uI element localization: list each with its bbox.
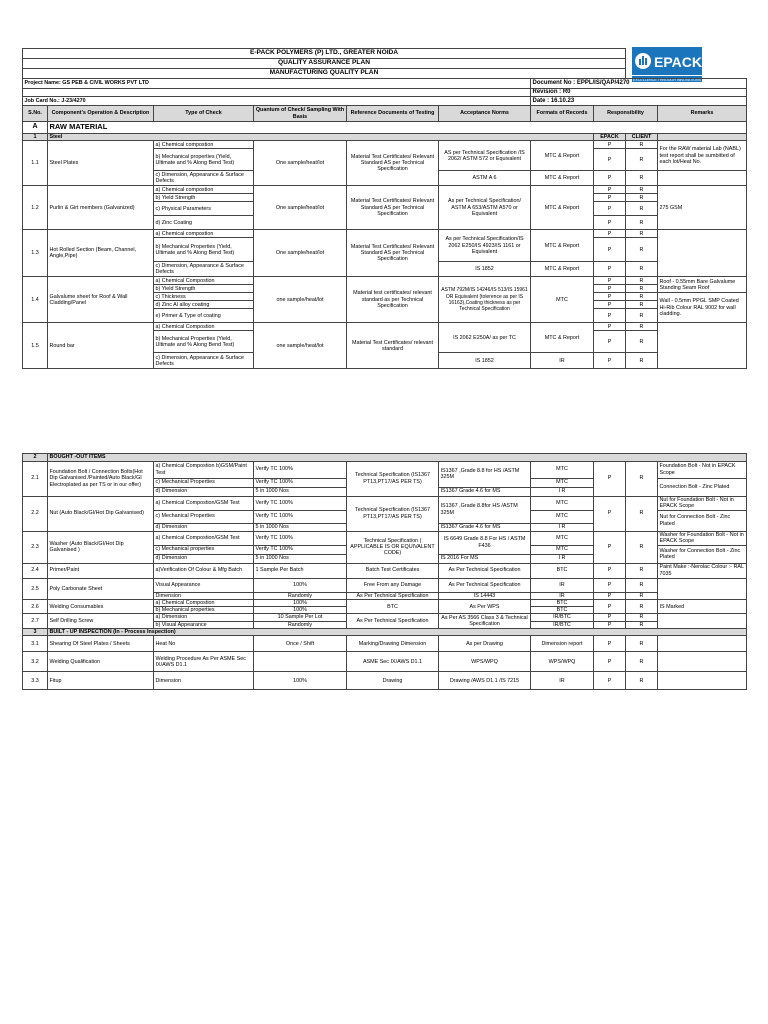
check-item: a) Chemical compostion [154, 141, 254, 149]
resp-client: R [626, 323, 658, 331]
table-row [23, 652, 747, 672]
row-description: Welding Consumables [48, 599, 154, 614]
row-number: 1.3 [23, 230, 48, 277]
resp-epack: P [594, 171, 626, 186]
check-item: b) Yield Strength [154, 194, 254, 202]
check-item: c) Mechanical properties [154, 545, 254, 554]
row-number: 2.1 [23, 461, 48, 496]
row-description: Steel Plates [48, 141, 154, 186]
resp-epack: P [594, 353, 626, 369]
check-item: Welding Procedure As Per ASME Sec IX/AWS D1.1 [154, 652, 254, 672]
resp-epack: P [594, 277, 626, 285]
row-format: I R [531, 523, 594, 531]
resp-epack: P [594, 599, 626, 614]
resp-epack: P [594, 672, 626, 690]
check-item: a)Verification Of Colour & Mfg Batch [154, 563, 254, 578]
resp-client: R [626, 149, 658, 171]
resp-epack: P [594, 578, 626, 592]
row-format: MTC [531, 461, 594, 478]
row-acceptance: AS per Technical Specification /IS 2062/ ASTM 572 or Equivalent [439, 141, 531, 171]
check-item: c) Dimension, Appearance & Surface Defects [154, 171, 254, 186]
row-format: I R [531, 487, 594, 496]
col-client: CLIENT [626, 134, 658, 141]
resp-epack: P [594, 652, 626, 672]
revision: Revision : R0 [531, 89, 747, 97]
resp-client: R [626, 461, 658, 496]
check-item: b) Mechanical properties [154, 607, 254, 614]
check-item: c) Mechanical Properties [154, 510, 254, 523]
row-format: Dimension report [531, 636, 594, 652]
row-number: 2.7 [23, 614, 48, 629]
row-reference: As Per Technical Specification [347, 592, 439, 599]
row-remark: Paint Make :-Nerolac Colour :- RAL 7035 [658, 563, 747, 578]
resp-epack: P [594, 309, 626, 323]
check-item: d) Dimension [154, 554, 254, 563]
row-description: Washer (Auto Black/GI/Hot Dip Galvanised ) [48, 531, 154, 563]
row-remark: IS Marked [658, 599, 747, 614]
check-item: d) Zinc Coating [154, 216, 254, 230]
check-item: c) Mechanical Properties [154, 478, 254, 487]
row-quantum: Once / Shift [254, 636, 347, 652]
table-row [23, 141, 747, 149]
sub-title: Steel [48, 134, 594, 141]
resp-client: R [626, 614, 658, 621]
table-row [23, 186, 747, 194]
check-item: d) Dimension [154, 487, 254, 496]
row-remark: Wall - 0.5mm PPGL SMP Coated Hi-Rib Colour RAL 9002 for wall cladding. [658, 293, 747, 323]
resp-client: R [626, 202, 658, 216]
col-remarks: Remarks [658, 106, 747, 122]
row-quantum: one sample/heat/lot [254, 323, 347, 369]
check-item: d) Dimension [154, 523, 254, 531]
row-acceptance: Drawing /AWS D1.1 /IS 7215 [439, 672, 531, 690]
row-quantum: Randomly [254, 621, 347, 628]
resp-client: R [626, 277, 658, 285]
resp-client: R [626, 301, 658, 309]
table-row [23, 599, 747, 606]
row-quantum: 100% [254, 599, 347, 606]
row-format: MTC [531, 545, 594, 554]
check-item: b) Visual Appearance [154, 621, 254, 628]
row-format: MTC [531, 531, 594, 545]
row-acceptance: As Per AS 3566 Class 3 & Technical Specification [439, 614, 531, 629]
row-format: IR [531, 353, 594, 369]
row-reference: Marking/Drawing Dimension [347, 636, 439, 652]
row-quantum: Verify TC 100% [254, 510, 347, 523]
check-item: a) Chemical Compostion/GSM Test [154, 496, 254, 510]
resp-client: R [626, 652, 658, 672]
resp-client: R [626, 171, 658, 186]
check-item: a) Chemical compostion [154, 230, 254, 238]
row-acceptance: As per Drawing [439, 636, 531, 652]
resp-epack: P [594, 285, 626, 293]
row-description: Round bar [48, 323, 154, 369]
row-number: 1.2 [23, 186, 48, 230]
check-item: b) Mechanical Properties (Yield, Ultimate and % Along Bend Test) [154, 331, 254, 353]
sub-title: BOUGHT -OUT ITEMS [48, 454, 747, 461]
table-row [23, 636, 747, 652]
check-item: a) Chemical Compostion b)GSM/Paint Test [154, 461, 254, 478]
resp-epack: P [594, 238, 626, 262]
resp-client: R [626, 285, 658, 293]
row-acceptance: As Per Technical Specification [439, 578, 531, 592]
project-name: Project Name: GS PEB & CIVIL WORKS PVT LTD [23, 79, 531, 89]
row-quantum: Verify TC 100% [254, 545, 347, 554]
row-format: MTC & Report [531, 262, 594, 277]
resp-epack: P [594, 202, 626, 216]
job-card: Job Card No.: J-23/4270 [23, 97, 531, 106]
row-format: MTC & Report [531, 171, 594, 186]
company-title: E-PACK POLYMERS (P) LTD., GREATER NOIDA [23, 49, 626, 59]
row-number: 2.2 [23, 496, 48, 531]
row-reference: Free From any Damage [347, 578, 439, 592]
table-row [23, 496, 747, 510]
resp-epack: P [594, 149, 626, 171]
row-quantum: One sample/heat/lot [254, 186, 347, 230]
row-number: 3.1 [23, 636, 48, 652]
resp-client: R [626, 230, 658, 238]
row-quantum: 10 Sample Per Lot [254, 614, 347, 621]
row-format: BTC [531, 607, 594, 614]
row-quantum: 1 Sample Per Batch [254, 563, 347, 578]
col-formats: Formats of Records [531, 106, 594, 122]
row-quantum: Verify TC 100% [254, 461, 347, 478]
row-acceptance: IS 6649 Grade 8.8 For HS / ASTM F436 [439, 531, 531, 554]
table-row [23, 277, 747, 285]
row-reference: ASME Sec IX/AWS D1.1 [347, 652, 439, 672]
row-quantum [254, 652, 347, 672]
row-reference: Technical Specification ( APPLICABLE IS OR EQUIVALENT CODE) [347, 531, 439, 563]
resp-epack: P [594, 230, 626, 238]
check-item: e) Primer & Type of coating [154, 309, 254, 323]
resp-client: R [626, 194, 658, 202]
section-title: RAW MATERIAL [48, 122, 747, 134]
row-description: Foundation Bolt / Connection Bolts(Hot Dip Galvanised /Painted/Auto Black/GI Electroplated as per TS or in our offer) [48, 461, 154, 496]
col-sno: S.No. [23, 106, 48, 122]
plan-title: QUALITY ASSURANCE PLAN [23, 59, 626, 69]
check-item: a) Chemical Compostion [154, 277, 254, 285]
row-number: 1.4 [23, 277, 48, 323]
table-row [23, 578, 747, 592]
table-row [23, 563, 747, 578]
row-quantum: 100% [254, 607, 347, 614]
row-remark: Roof - 0.55mm Bare Galvalume Standing Seam Roof [658, 277, 747, 293]
resp-client: R [626, 141, 658, 149]
row-format: MTC & Report [531, 186, 594, 230]
doc-date: Date : 16.10.23 [531, 97, 747, 106]
sub-number: 2 [23, 454, 48, 461]
resp-epack: P [594, 262, 626, 277]
row-quantum: Verify TC 100% [254, 531, 347, 545]
row-remark: Nut for Foundation Bolt - Not in EPACK Scope [658, 496, 747, 510]
row-remark: Connection Bolt - Zinc Plated [658, 478, 747, 496]
row-quantum: 100% [254, 578, 347, 592]
row-format: IR/BTC [531, 614, 594, 621]
row-remark: Nut for Connection Bolt - Zinc Plated [658, 510, 747, 531]
row-acceptance: IS 1852 [439, 353, 531, 369]
qap-document [22, 48, 746, 690]
row-format: IR [531, 592, 594, 599]
row-number: 2.6 [23, 599, 48, 614]
row-number: 2.4 [23, 563, 48, 578]
row-acceptance: WPS/WPQ [439, 652, 531, 672]
resp-client: R [626, 592, 658, 599]
row-reference: Material Test Certificates/ Relevant Standard AS per Technical Specification [347, 186, 439, 230]
row-reference: Material Test Certificates/ relevant standard [347, 323, 439, 369]
row-format: IR/BTC [531, 621, 594, 628]
row-format: MTC & Report [531, 230, 594, 262]
row-acceptance: As per Technical Specification/ ASTM A 653/ASTM A570 or Equivalent [439, 186, 531, 230]
resp-client: R [626, 578, 658, 592]
row-remark: Washer for Foundation Bolt - Not in EPACK Scope [658, 531, 747, 545]
row-number: 3.3 [23, 672, 48, 690]
row-acceptance: IS1367 ,Grade 8.8 for HS /ASTM 325M [439, 461, 531, 487]
check-item: d) Zinc Al alloy coating [154, 301, 254, 309]
resp-epack: P [594, 531, 626, 563]
qap-table [22, 48, 747, 690]
row-format: MTC & Report [531, 141, 594, 171]
row-format: I R [531, 554, 594, 563]
table-row [23, 614, 747, 621]
table-row [23, 531, 747, 545]
resp-client: R [626, 636, 658, 652]
check-item: a) Chemical Compostion [154, 323, 254, 331]
col-component: Component's Operation & Description [48, 106, 154, 122]
resp-epack: P [594, 461, 626, 496]
sub-title: BUILT - UP INSPECTION (In - Process Inspection) [48, 629, 747, 636]
col-responsibility: Responsibility [594, 106, 658, 122]
resp-epack: P [594, 592, 626, 599]
resp-epack: P [594, 331, 626, 353]
row-reference: Batch Test Certificates [347, 563, 439, 578]
logo-tagline: EXCELLENCE THROUGH INNOVATIONS [632, 78, 702, 82]
table-row [23, 672, 747, 690]
row-acceptance: IS1367 Grade 4.6 for MS [439, 487, 531, 496]
resp-client: R [626, 331, 658, 353]
resp-client: R [626, 621, 658, 628]
col-reference: Reference Documents of Testing [347, 106, 439, 122]
resp-epack: P [594, 216, 626, 230]
col-epack: EPACK [594, 134, 626, 141]
row-remark: Foundation Bolt - Not in EPACK Scope [658, 461, 747, 478]
table-row [23, 230, 747, 238]
row-number: 2.3 [23, 531, 48, 563]
row-reference: As Per Technical Specification [347, 614, 439, 629]
row-acceptance: IS 2062 E250A/ as per TC [439, 323, 531, 353]
resp-client: R [626, 563, 658, 578]
row-format: MTC [531, 277, 594, 323]
row-quantum: Verify TC 100% [254, 496, 347, 510]
check-item: b) Mechanical properties (Yield, Ultimate and % Along Bend Test) [154, 149, 254, 171]
check-item: Dimension [154, 592, 254, 599]
resp-client: R [626, 672, 658, 690]
row-format: IR [531, 578, 594, 592]
resp-client: R [626, 353, 658, 369]
row-description: Nut (Auto Black/GI/Hot Dip Galvanised) [48, 496, 154, 531]
resp-epack: P [594, 323, 626, 331]
row-format: MTC & Report [531, 323, 594, 353]
row-description: Hot Rolled Section (Beam, Channel, Angle,Pipe) [48, 230, 154, 277]
row-number: 1.5 [23, 323, 48, 369]
resp-epack: P [594, 301, 626, 309]
row-acceptance: As Per WPS [439, 599, 531, 614]
resp-client: R [626, 293, 658, 301]
check-item: Dimension [154, 672, 254, 690]
check-item: a) Chemical Compostion [154, 599, 254, 606]
resp-client: R [626, 531, 658, 563]
row-format: MTC [531, 478, 594, 487]
check-item: b) Yield Strength [154, 285, 254, 293]
resp-client: R [626, 309, 658, 323]
row-remark: For the RAW material Lab (NABL) test report shall be sumbitted of each lot/Heat No. [658, 141, 747, 171]
row-format: WPS/WPQ [531, 652, 594, 672]
row-reference: Drawing [347, 672, 439, 690]
row-acceptance: ASTM A 6 [439, 171, 531, 186]
resp-client: R [626, 599, 658, 614]
resp-epack: P [594, 194, 626, 202]
row-format: BTC [531, 563, 594, 578]
check-item: a) Chemical Compostion/GSM Test [154, 531, 254, 545]
row-description: Purlin & Girt members (Galvanized) [48, 186, 154, 230]
resp-epack: P [594, 141, 626, 149]
check-item: a) Dimension [154, 614, 254, 621]
row-description: Fitup [48, 672, 154, 690]
row-quantum: One sample/heat/lot [254, 230, 347, 277]
check-item: Heat No [154, 636, 254, 652]
row-quantum: Verify TC 100% [254, 478, 347, 487]
row-quantum: one sample/heat/lot [254, 277, 347, 323]
resp-epack: P [594, 636, 626, 652]
document-no: Document No : EPPL/IS/QAP/4270 [531, 79, 747, 89]
row-acceptance: IS 14443 [439, 592, 531, 599]
section-letter: A [23, 122, 48, 134]
row-acceptance: IS1367 Grade 4.6 for MS [439, 523, 531, 531]
row-format: MTC [531, 496, 594, 510]
row-number: 3.2 [23, 652, 48, 672]
row-format: MTC [531, 510, 594, 523]
row-reference: Material Test Certificates/ Relevant Standard AS per Technical Specification [347, 141, 439, 186]
row-format: BTC [531, 599, 594, 606]
row-acceptance: As per Technical Specification/IS 2062 E250/IS 4923/IS 1161 or Equivalent [439, 230, 531, 262]
check-item: c) Physical Parameters [154, 202, 254, 216]
resp-epack: P [594, 496, 626, 531]
resp-epack: P [594, 293, 626, 301]
col-quantum: Quantum of Check/ Sampling With Basis [254, 106, 347, 122]
check-item: c) Thickness [154, 293, 254, 301]
row-quantum: 5 in 1000 Nos [254, 523, 347, 531]
resp-client: R [626, 262, 658, 277]
row-description: Self Drilling Screw [48, 614, 154, 629]
row-reference: Technical Specification (IS1367 PT13,PT17/AS PER TS) [347, 496, 439, 531]
table-row [23, 323, 747, 331]
row-quantum: 5 in 1000 Nos [254, 554, 347, 563]
row-quantum: 100% [254, 672, 347, 690]
row-acceptance: IS 1852 [439, 262, 531, 277]
check-item: b) Mechanical Properties (Yield, Ultimate and % Along Bend Test) [154, 238, 254, 262]
check-item: c) Dimension, Appearance & Surface Defects [154, 262, 254, 277]
resp-epack: P [594, 614, 626, 621]
plan-subtitle: MANUFACTURING QUALITY PLAN [23, 69, 626, 79]
row-reference: Material test certificates/ relevant standard as per Technical Specification [347, 277, 439, 323]
row-description: Galvalume sheet for Roof & Wall Cladding/Panel [48, 277, 154, 323]
row-acceptance: ASTM 792M/IS 14246/IS 513/IS 15961 OR Equivalent (tolerence as per IS 16163),Coating thickness as per Technical Specification [439, 277, 531, 323]
check-item: Visual Appearance [154, 578, 254, 592]
row-number: 1.1 [23, 141, 48, 186]
row-description: Welding Qualification [48, 652, 154, 672]
resp-epack: P [594, 563, 626, 578]
row-remark: 275 GSM [658, 186, 747, 230]
check-item: c) Dimension, Appearance & Surface Defects [154, 353, 254, 369]
row-description: Poly Carbonate Sheet [48, 578, 154, 599]
check-item: a) Chemical compostion [154, 186, 254, 194]
row-acceptance: As Per Technical Specification [439, 563, 531, 578]
resp-client: R [626, 216, 658, 230]
resp-client: R [626, 496, 658, 531]
row-quantum: One sample/heat/lot [254, 141, 347, 186]
row-reference: BTC [347, 599, 439, 614]
row-quantum: 5 in 1000 Nos [254, 487, 347, 496]
resp-client: R [626, 186, 658, 194]
row-number: 2.5 [23, 578, 48, 599]
table-row [23, 461, 747, 478]
row-description: Primer/Paint [48, 563, 154, 578]
sub-number: 1 [23, 134, 48, 141]
row-reference: Technical Specification (IS1367 PT13,PT17/AS PER TS) [347, 461, 439, 496]
row-remark: Washer for Connection Bolt - Zinc Plated [658, 545, 747, 563]
resp-client: R [626, 238, 658, 262]
row-acceptance: IS 2016 For MS [439, 554, 531, 563]
row-acceptance: IS1367 ,Grade 8.8for HS /ASTM 325M [439, 496, 531, 523]
row-quantum: Randomly [254, 592, 347, 599]
col-acceptance: Acceptance Norms [439, 106, 531, 122]
resp-epack: P [594, 186, 626, 194]
row-reference: Material Test Certificates/ Relevant Standard AS per Technical Specification [347, 230, 439, 277]
row-format: IR [531, 672, 594, 690]
sub-number: 3 [23, 629, 48, 636]
row-description: Shearing Of Steel Plates / Sheets [48, 636, 154, 652]
resp-epack: P [594, 621, 626, 628]
logo-text: EPACK [654, 54, 702, 70]
col-type: Type of Check [154, 106, 254, 122]
